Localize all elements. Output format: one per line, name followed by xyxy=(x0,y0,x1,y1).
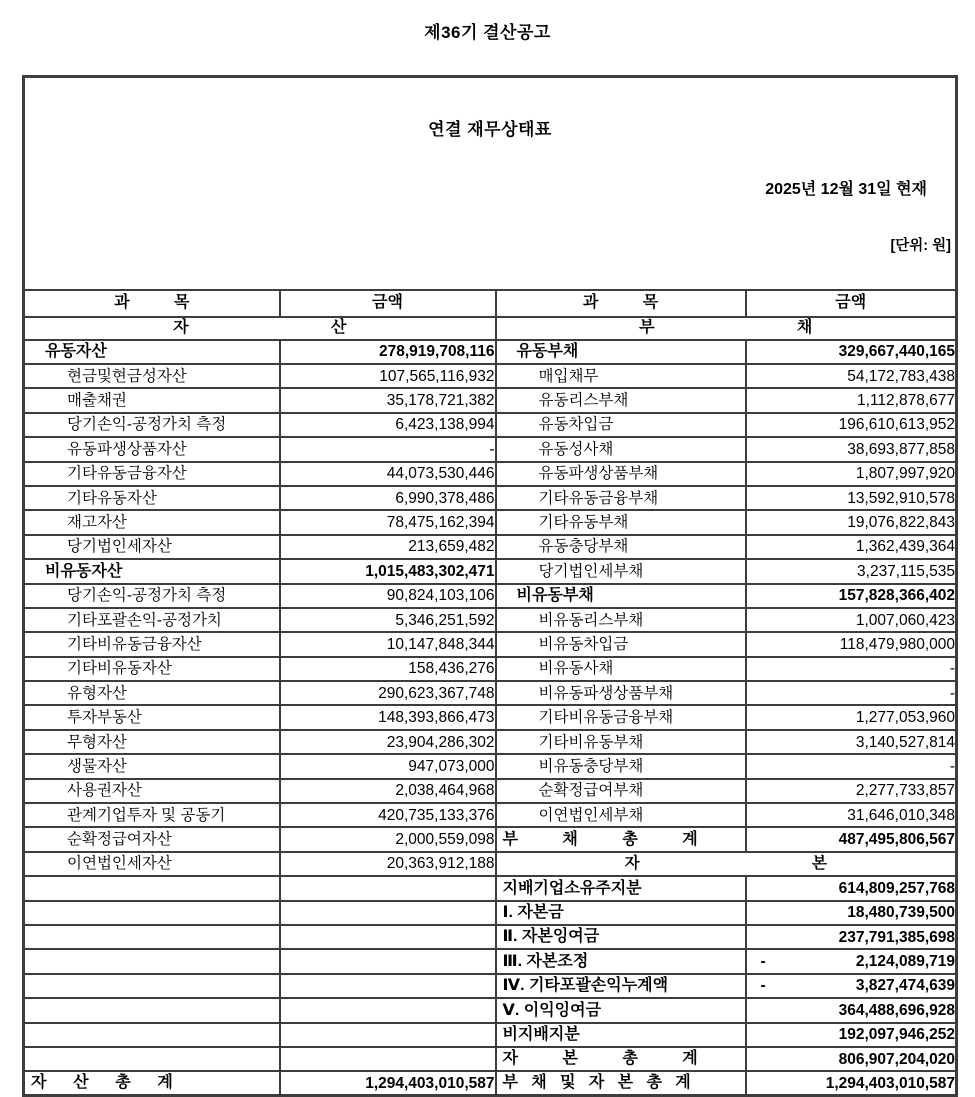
section-header-liabilities: 부 채 xyxy=(496,317,957,340)
amount-cell: 3,237,115,535 xyxy=(746,559,957,583)
account-cell: 유형자산 xyxy=(24,681,280,705)
table-row xyxy=(24,803,957,827)
amount-cell xyxy=(280,974,496,998)
account-cell: 사용권자산 xyxy=(24,779,280,803)
account-cell: 비유동차입금 xyxy=(496,632,746,656)
account-cell: 기타유동자산 xyxy=(24,486,280,510)
amount-cell: 35,178,721,382 xyxy=(280,388,496,412)
account-cell: 비유동부채 xyxy=(496,584,746,608)
amount-cell: 420,735,133,376 xyxy=(280,803,496,827)
statement-title-cell xyxy=(24,77,957,290)
account-cell: Ⅰ. 자본금 xyxy=(496,901,746,925)
account-cell: 무형자산 xyxy=(24,730,280,754)
account-cell: 비유동사채 xyxy=(496,657,746,681)
account-cell xyxy=(24,974,280,998)
amount-cell: 38,693,877,858 xyxy=(746,437,957,461)
amount-cell: 107,565,116,932 xyxy=(280,364,496,388)
column-header-row xyxy=(24,290,957,317)
table-row xyxy=(24,705,957,729)
account-cell: 이연법인세자산 xyxy=(24,852,280,876)
amount-cell: 6,423,138,994 xyxy=(280,413,496,437)
account-cell xyxy=(24,901,280,925)
amount-cell: - xyxy=(746,681,957,705)
account-cell: 생물자산 xyxy=(24,754,280,778)
account-cell: 현금및현금성자산 xyxy=(24,364,280,388)
amount-cell: 6,990,378,486 xyxy=(280,486,496,510)
amount-cell: - xyxy=(280,437,496,461)
statement-date: 2025년 12월 31일 현재 xyxy=(765,180,927,198)
account-cell: Ⅱ. 자본잉여금 xyxy=(496,925,746,949)
statement-unit: [단위: 원] xyxy=(890,237,951,254)
amount-cell: 118,479,980,000 xyxy=(746,632,957,656)
account-cell: 유동차입금 xyxy=(496,413,746,437)
account-cell: 유동성사채 xyxy=(496,437,746,461)
account-cell: 유동파생상품자산 xyxy=(24,437,280,461)
table-row xyxy=(24,681,957,705)
amount-cell: 5,346,251,592 xyxy=(280,608,496,632)
amount-cell xyxy=(280,998,496,1022)
account-cell: 유동부채 xyxy=(496,340,746,364)
account-cell: 기타유동부채 xyxy=(496,510,746,534)
amount-cell: 158,436,276 xyxy=(280,657,496,681)
account-cell: 부 채 및 자 본 총 계 xyxy=(496,1071,746,1095)
account-cell: 당기손익-공정가치 측정 xyxy=(24,413,280,437)
amount-cell xyxy=(280,1023,496,1047)
amount-cell: 290,623,367,748 xyxy=(280,681,496,705)
amount-cell: 2,038,464,968 xyxy=(280,779,496,803)
account-cell: 유동리스부채 xyxy=(496,388,746,412)
account-cell xyxy=(24,925,280,949)
amount-cell: 18,480,739,500 xyxy=(746,901,957,925)
amount-cell: 1,007,060,423 xyxy=(746,608,957,632)
minus-sign: - xyxy=(760,977,766,995)
account-cell: 기타유동금융자산 xyxy=(24,462,280,486)
account-cell xyxy=(24,998,280,1022)
account-cell: 이연법인세부채 xyxy=(496,803,746,827)
amount-cell xyxy=(746,974,957,998)
amount-cell: 2,277,733,857 xyxy=(746,779,957,803)
table-row xyxy=(24,779,957,803)
amount-cell: 19,076,822,843 xyxy=(746,510,957,534)
account-cell: 기타비유동부채 xyxy=(496,730,746,754)
page-title: 제36기 결산공고 xyxy=(424,23,551,42)
section-header-assets: 자 산 xyxy=(24,317,496,340)
account-cell: 매입채무 xyxy=(496,364,746,388)
amount-cell: 44,073,530,446 xyxy=(280,462,496,486)
account-cell: 부 채 총 계 xyxy=(496,827,746,851)
amount-cell xyxy=(280,925,496,949)
table-row xyxy=(24,584,957,608)
account-cell: 기타포괄손익-공정가치 xyxy=(24,608,280,632)
account-cell xyxy=(24,1047,280,1071)
table-row xyxy=(24,559,957,583)
amount-cell: 192,097,946,252 xyxy=(746,1023,957,1047)
account-cell: 비유동파생상품부채 xyxy=(496,681,746,705)
amount-cell: 2,000,559,098 xyxy=(280,827,496,851)
amount-cell: 20,363,912,188 xyxy=(280,852,496,876)
statement-title-row xyxy=(24,77,957,290)
amount-cell: 806,907,204,020 xyxy=(746,1047,957,1071)
amount-cell: 78,475,162,394 xyxy=(280,510,496,534)
amount-cell: 1,362,439,364 xyxy=(746,535,957,559)
amount-cell: 3,140,527,814 xyxy=(746,730,957,754)
amount-cell xyxy=(280,901,496,925)
amount-cell: 13,592,910,578 xyxy=(746,486,957,510)
amount-cell: 23,904,286,302 xyxy=(280,730,496,754)
table-row xyxy=(24,949,957,973)
account-cell: Ⅴ. 이익잉여금 xyxy=(496,998,746,1022)
amount-value: 3,827,474,639 xyxy=(855,977,955,995)
amount-cell: 329,667,440,165 xyxy=(746,340,957,364)
account-cell: 당기법인세부채 xyxy=(496,559,746,583)
table-row xyxy=(24,901,957,925)
amount-cell: 1,015,483,302,471 xyxy=(280,559,496,583)
account-cell: 당기법인세자산 xyxy=(24,535,280,559)
section-header-row xyxy=(24,317,957,340)
account-cell: 순확정급여부채 xyxy=(496,779,746,803)
account-cell: 자 산 총 계 xyxy=(24,1071,280,1095)
amount-cell: 148,393,866,473 xyxy=(280,705,496,729)
account-cell: 자 본 총 계 xyxy=(496,1047,746,1071)
amount-cell: 10,147,848,344 xyxy=(280,632,496,656)
table-row xyxy=(24,657,957,681)
account-cell: 유동파생상품부채 xyxy=(496,462,746,486)
amount-cell: 1,807,997,920 xyxy=(746,462,957,486)
table-row xyxy=(24,998,957,1022)
table-row xyxy=(24,925,957,949)
table-row xyxy=(24,510,957,534)
amount-cell xyxy=(280,949,496,973)
amount-cell: 1,277,053,960 xyxy=(746,705,957,729)
account-cell xyxy=(24,876,280,900)
table-row xyxy=(24,608,957,632)
section-header-equity: 자 본 xyxy=(496,852,957,876)
table-row xyxy=(24,730,957,754)
account-cell: 비유동자산 xyxy=(24,559,280,583)
table-row xyxy=(24,876,957,900)
account-cell: 비유동충당부채 xyxy=(496,754,746,778)
column-header-account-left: 과 목 xyxy=(24,290,280,317)
account-cell: Ⅳ. 기타포괄손익누계액 xyxy=(496,974,746,998)
amount-cell: 1,112,878,677 xyxy=(746,388,957,412)
amount-cell: 947,073,000 xyxy=(280,754,496,778)
amount-cell: - xyxy=(746,754,957,778)
table-row xyxy=(24,827,957,851)
account-cell: 비지배지분 xyxy=(496,1023,746,1047)
table-row xyxy=(24,535,957,559)
amount-cell xyxy=(746,949,957,973)
column-header-account-right: 과 목 xyxy=(496,290,746,317)
amount-cell: 213,659,482 xyxy=(280,535,496,559)
amount-cell: 614,809,257,768 xyxy=(746,876,957,900)
amount-cell: 1,294,403,010,587 xyxy=(280,1071,496,1095)
amount-cell: 278,919,708,116 xyxy=(280,340,496,364)
balance-sheet-table xyxy=(22,75,958,1097)
account-cell: 매출채권 xyxy=(24,388,280,412)
amount-cell: - xyxy=(746,657,957,681)
amount-value: 2,124,089,719 xyxy=(855,953,955,971)
table-row xyxy=(24,437,957,461)
table-row xyxy=(24,852,957,876)
amount-cell: 90,824,103,106 xyxy=(280,584,496,608)
minus-sign: - xyxy=(760,953,766,971)
account-cell: 유동충당부채 xyxy=(496,535,746,559)
account-cell xyxy=(24,949,280,973)
account-cell: 비유동리스부채 xyxy=(496,608,746,632)
amount-cell: 54,172,783,438 xyxy=(746,364,957,388)
account-cell: 순확정급여자산 xyxy=(24,827,280,851)
table-row xyxy=(24,388,957,412)
account-cell: 당기손익-공정가치 측정 xyxy=(24,584,280,608)
table-row xyxy=(24,364,957,388)
amount-cell: 196,610,613,952 xyxy=(746,413,957,437)
table-row xyxy=(24,1047,957,1071)
amount-cell: 1,294,403,010,587 xyxy=(746,1071,957,1095)
account-cell: 지배기업소유주지분 xyxy=(496,876,746,900)
account-cell: 기타비유동금융부채 xyxy=(496,705,746,729)
table-row xyxy=(24,1071,957,1095)
table-row xyxy=(24,413,957,437)
account-cell: 기타비유동자산 xyxy=(24,657,280,681)
table-row xyxy=(24,462,957,486)
column-header-amount-left: 금액 xyxy=(280,290,496,317)
account-cell: 기타유동금융부채 xyxy=(496,486,746,510)
account-cell: 유동자산 xyxy=(24,340,280,364)
amount-cell: 157,828,366,402 xyxy=(746,584,957,608)
table-row xyxy=(24,632,957,656)
account-cell: 재고자산 xyxy=(24,510,280,534)
table-row xyxy=(24,1023,957,1047)
account-cell: Ⅲ. 자본조정 xyxy=(496,949,746,973)
column-header-amount-right: 금액 xyxy=(746,290,957,317)
account-cell: 투자부동산 xyxy=(24,705,280,729)
amount-cell: 364,488,696,928 xyxy=(746,998,957,1022)
table-row xyxy=(24,754,957,778)
amount-cell: 237,791,385,698 xyxy=(746,925,957,949)
table-row xyxy=(24,486,957,510)
table-row xyxy=(24,974,957,998)
amount-cell xyxy=(280,1047,496,1071)
statement-title: 연결 재무상태표 xyxy=(428,120,552,140)
account-cell xyxy=(24,1023,280,1047)
amount-cell xyxy=(280,876,496,900)
amount-cell: 487,495,806,567 xyxy=(746,827,957,851)
amount-cell: 31,646,010,348 xyxy=(746,803,957,827)
account-cell: 관계기업투자 및 공동기 xyxy=(24,803,280,827)
account-cell: 기타비유동금융자산 xyxy=(24,632,280,656)
table-row xyxy=(24,340,957,364)
